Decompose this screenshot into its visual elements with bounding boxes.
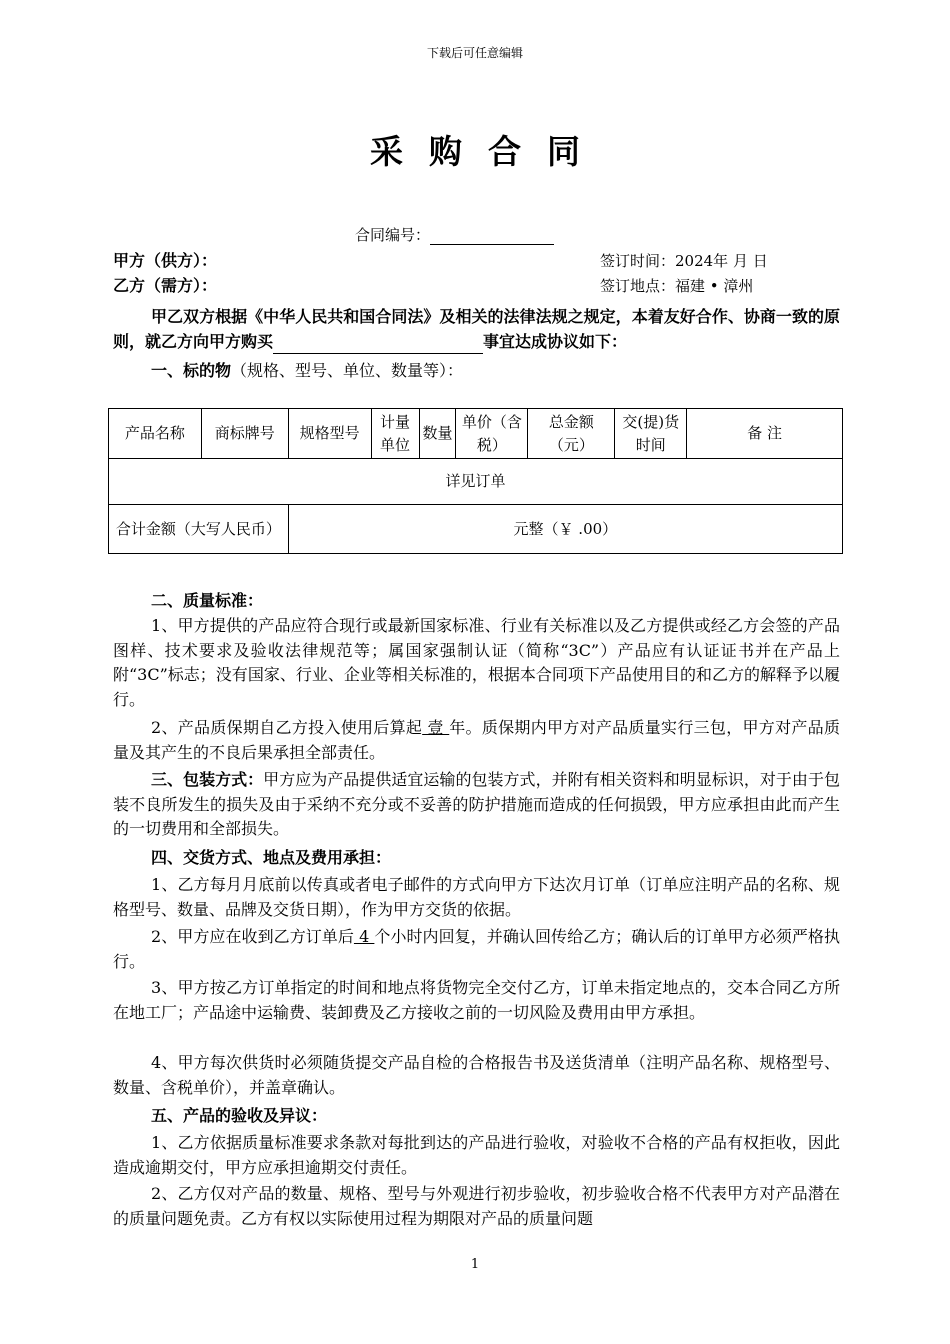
section4-title: 四、交货方式、地点及费用承担： [151,848,392,867]
col-header: 产品名称 [109,409,202,459]
header-note: 下载后可任意编辑 [426,46,523,60]
s2-p2-text-b: 年。质保期内甲方对产品质量实行三包，甲方对产品质量及其产生的不良后果承担全部责任。 [113,718,840,762]
s2-paragraph-1: 1、甲方提供的产品应符合现行或最新国家标准、行业有关标准以及乙方提供或经乙方会签的产品图样、技术要求及验收法律规范等；属国家强制认证（简称“3C”）产品应有认证证书并在产品上附“3C”标志；没有国家、行业、企业等相关标准的，根据本合同项下产品使用目的和乙方的解释予以履行。 [113,616,840,709]
s4-paragraph-1: 1、乙方每月月底前以传真或者电子邮件的方式向甲方下达次月订单（订单应注明产品的名称、规格型号、数量、品牌及交货日期），作为甲方交货的依据。 [113,875,840,919]
contract-number-row [355,224,554,245]
col-header: 计量单位 [371,409,419,459]
intro-text-1: 甲乙双方根据《中华人民共和国合同法》及相关的法律法规之规定，本着友好合作、协商一致的原则，就乙方向甲方购买 [113,307,840,351]
sign-place: 签订地点：福建 • 漳州 [600,277,754,295]
contract-title: 采购合同 [370,132,606,171]
section3-title: 三、包装方式： [151,770,264,789]
warranty-years: 壹 [422,718,450,737]
table-header-row [109,409,843,459]
s2-p2-text-a: 2、产品质保期自乙方投入使用后算起 [151,718,423,737]
col-header: 备 注 [687,409,843,459]
table-detail-row [109,459,843,505]
total-label-cell: 合计金额（大写人民币） [109,505,289,554]
intro-text-2: 事宜达成协议如下： [483,331,628,351]
sign-time: 签订时间：2024年 月 日 [600,252,768,270]
section1-note: （规格、型号、单位、数量等）： [231,361,464,380]
party-b-label: 乙方（需方）： [113,276,218,295]
s4-paragraph-2 [113,925,840,974]
goods-table [108,408,843,554]
section1-title: 一、标的物 [151,361,232,380]
s2-paragraph-2 [113,716,840,765]
col-header: 规格型号 [288,409,371,459]
table-total-row [109,505,843,554]
s4-p2-text-a: 2、甲方应在收到乙方订单后 [151,927,354,946]
s3-text: 甲方应为产品提供适宜运输的包装方式，并附有相关资料和明显标识，对于由于包装不良所发生的损失及由于采纳不充分或不妥善的防护措施而造成的任何损毁，甲方应承担由此而产生的一切费用和全部损失。 [113,770,840,838]
section5-title: 五、产品的验收及异议： [151,1106,328,1125]
intro-paragraph [113,305,840,354]
section2-title: 二、质量标准： [151,591,264,610]
s4-paragraph-3: 3、甲方按乙方订单指定的时间和地点将货物完全交付乙方，订单未指定地点的，交本合同乙方所在地工厂；产品途中运输费、装卸费及乙方接收之前的一切风险及费用由甲方承担。 [113,978,840,1022]
detail-cell: 详见订单 [109,459,843,505]
contract-number-blank [430,227,554,245]
col-header: 交(提)货时间 [615,409,687,459]
reply-hours: 4 [353,927,375,946]
s5-paragraph-1: 1、乙方依据质量标准要求条款对每批到达的产品进行验收，对验收不合格的产品有权拒收，因此造成逾期交付，甲方应承担逾期交付责任。 [113,1133,840,1177]
purchase-item-blank [273,336,483,354]
s4-paragraph-4: 4、甲方每次供货时必须随货提交产品自检的合格报告书及送货清单（注明产品名称、规格型号、数量、含税单价），并盖章确认。 [113,1053,840,1097]
total-value-cell: 元整（￥ .00） [288,505,842,554]
party-a-label: 甲方（供方）： [113,251,218,270]
col-header: 数量 [419,409,456,459]
col-header: 商标牌号 [201,409,288,459]
contract-number-label: 合同编号： [355,226,431,244]
s5-paragraph-2: 2、乙方仅对产品的数量、规格、型号与外观进行初步验收，初步验收合格不代表甲方对产品潜在的质量问题免责。乙方有权以实际使用过程为期限对产品的质量问题 [113,1184,840,1228]
s4-p2-text-b: 个小时内回复，并确认回传给乙方；确认后的订单甲方必须严格执行。 [113,927,840,971]
s3-paragraph [113,768,840,842]
page-number: 1 [470,1257,480,1272]
col-header: 总金额（元） [528,409,615,459]
section1-heading [151,358,463,381]
col-header: 单价（含税） [456,409,528,459]
